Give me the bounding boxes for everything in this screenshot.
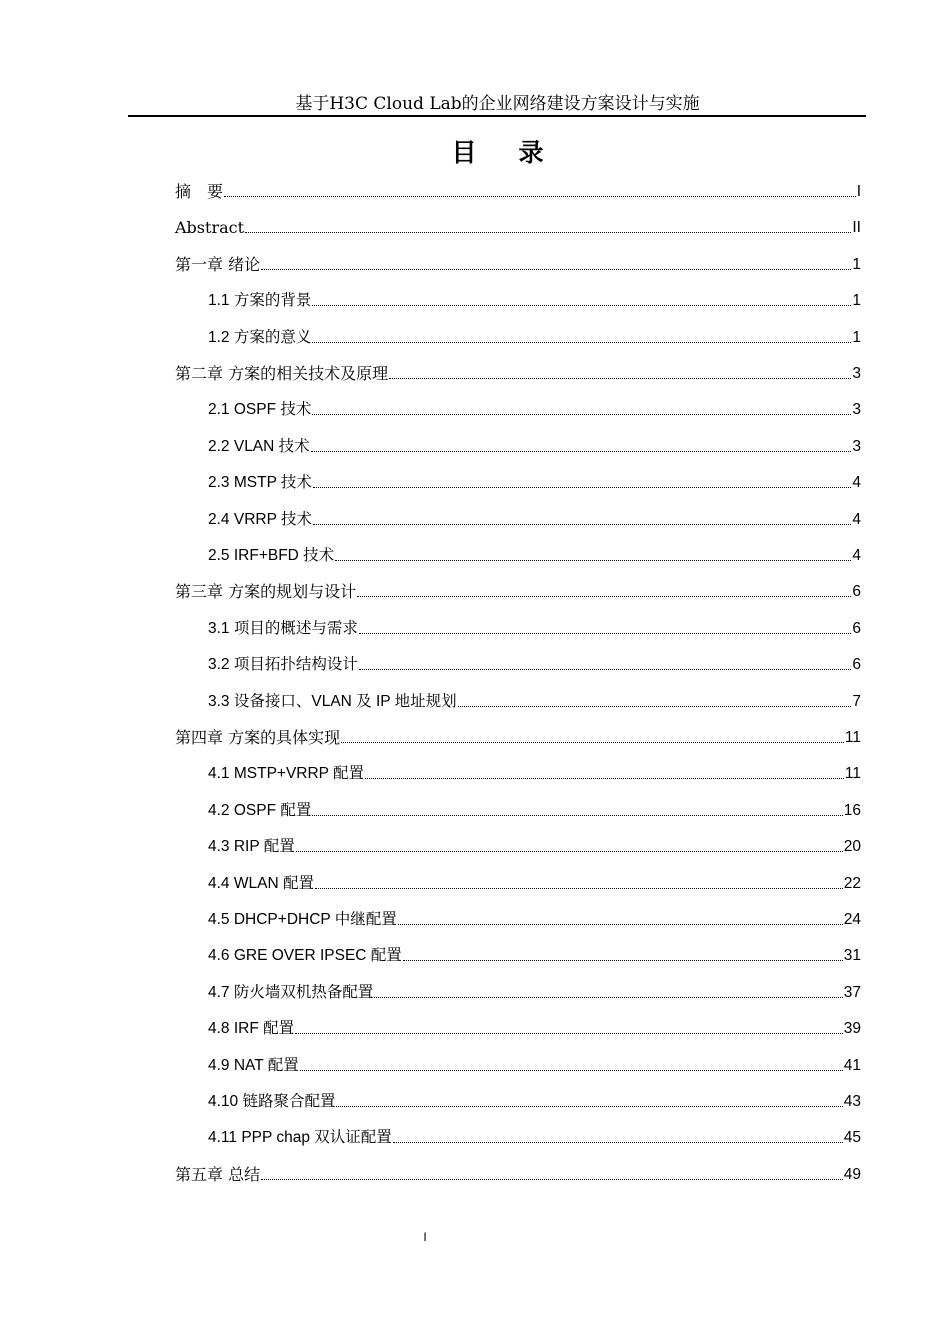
toc-entry-label: 4.4 WLAN 配置 — [208, 874, 314, 892]
toc-entry-page-number: 6 — [852, 656, 861, 674]
toc-dot-leader — [359, 669, 852, 670]
footer-page-number: I — [423, 1230, 427, 1244]
toc-entry-page-number: 31 — [843, 947, 861, 965]
toc-entry[interactable] — [208, 544, 861, 568]
toc-entry-label: 第四章 方案的具体实现 — [175, 728, 341, 747]
toc-entry[interactable] — [208, 981, 861, 1005]
toc-entry-page-number: 39 — [843, 1020, 861, 1038]
toc-entry[interactable] — [175, 1163, 861, 1187]
toc-entry-label: 3.3 设备接口、VLAN 及 IP 地址规划 — [208, 692, 457, 710]
toc-entry[interactable] — [208, 690, 861, 714]
toc-entry-label: 3.1 项目的概述与需求 — [208, 619, 358, 637]
toc-entry-page-number: 37 — [843, 983, 861, 1001]
toc-entry-label: 4.10 链路聚合配置 — [208, 1093, 336, 1110]
toc-entry-page-number: II — [852, 219, 861, 237]
toc-entry[interactable] — [208, 1017, 861, 1041]
toc-entry[interactable] — [208, 617, 861, 641]
toc-entry-page-number: 3 — [852, 401, 861, 419]
toc-entry-label: Abstract — [175, 218, 245, 238]
toc-entry[interactable] — [208, 1054, 861, 1078]
toc-entry[interactable] — [208, 326, 861, 350]
running-header-title: 基于H3C Cloud Lab的企业网络建设方案设计与实施 — [295, 94, 700, 114]
toc-entry-page-number: I — [856, 183, 861, 200]
toc-entry-page-number: 7 — [852, 692, 861, 710]
toc-entry-page-number: 11 — [844, 729, 861, 746]
toc-dot-leader — [398, 924, 843, 925]
toc-entry-page-number: 49 — [843, 1165, 861, 1183]
toc-entry[interactable] — [208, 435, 861, 459]
toc-entry-page-number: 3 — [852, 437, 861, 455]
toc-entry-page-number: 1 — [852, 328, 861, 346]
toc-entry-page-number: 6 — [852, 583, 861, 601]
toc-entry-label: 4.11 PPP chap 双认证配置 — [208, 1129, 392, 1147]
toc-entry[interactable] — [175, 580, 861, 604]
toc-dot-leader — [359, 633, 852, 634]
toc-entry[interactable] — [175, 253, 861, 277]
toc-dot-leader — [312, 305, 851, 306]
toc-entry[interactable] — [208, 471, 861, 495]
toc-entry[interactable] — [208, 289, 861, 313]
toc-entry-page-number: 11 — [844, 765, 861, 783]
toc-dot-leader — [311, 451, 852, 452]
toc-entry-page-number: 20 — [843, 838, 861, 856]
toc-entry[interactable] — [208, 762, 861, 786]
toc-entry[interactable] — [208, 872, 861, 896]
toc-entry-label: 2.1 OSPF 技术 — [208, 401, 312, 419]
toc-entry-page-number: 16 — [843, 801, 861, 819]
toc-dot-leader — [224, 196, 856, 197]
toc-entry-page-number: 4 — [852, 474, 861, 492]
toc-entry[interactable] — [208, 908, 861, 932]
toc-dot-leader — [261, 1179, 843, 1180]
toc-dot-leader — [336, 1106, 842, 1107]
toc-entry[interactable] — [208, 398, 861, 422]
toc-entry-label: 4.9 NAT 配置 — [208, 1056, 299, 1074]
toc-dot-leader — [341, 742, 844, 743]
toc-entry-label: 2.3 MSTP 技术 — [208, 474, 312, 492]
toc-dot-leader — [261, 269, 851, 270]
toc-dot-leader — [313, 524, 851, 525]
toc-entry-label: 4.5 DHCP+DHCP 中继配置 — [208, 911, 397, 928]
toc-entry[interactable] — [175, 216, 861, 240]
toc-dot-leader — [357, 596, 851, 597]
toc-entry-page-number: 6 — [852, 619, 861, 637]
toc-dot-leader — [335, 560, 851, 561]
toc-title: 目录 — [451, 138, 586, 167]
toc-dot-leader — [374, 997, 842, 998]
toc-entry-page-number: 41 — [843, 1056, 861, 1074]
toc-entry-page-number: 3 — [852, 365, 861, 382]
toc-entry-page-number: 1 — [852, 255, 861, 273]
toc-entry[interactable] — [208, 653, 861, 677]
toc-entry-label: 4.3 RIP 配置 — [208, 838, 295, 856]
toc-dot-leader — [312, 342, 851, 343]
toc-dot-leader — [312, 815, 842, 816]
toc-entry-page-number: 45 — [843, 1129, 861, 1147]
toc-entry-label: 2.4 VRRP 技术 — [208, 510, 312, 528]
toc-entry[interactable] — [175, 726, 861, 750]
toc-entry-label: 4.6 GRE OVER IPSEC 配置 — [208, 947, 402, 965]
toc-dot-leader — [296, 851, 843, 852]
toc-entry-page-number: 24 — [843, 911, 861, 928]
toc-entry-page-number: 43 — [843, 1093, 861, 1110]
toc-dot-leader — [403, 960, 843, 961]
toc-dot-leader — [315, 888, 843, 889]
toc-dot-leader — [458, 706, 852, 707]
toc-dot-leader — [312, 414, 851, 415]
toc-entry[interactable] — [175, 362, 861, 386]
toc-entry[interactable] — [208, 944, 861, 968]
toc-dot-leader — [245, 232, 851, 233]
toc-entry[interactable] — [208, 508, 861, 532]
toc-entry-label: 2.2 VLAN 技术 — [208, 437, 310, 455]
toc-entry-label: 1.1 方案的背景 — [208, 292, 312, 310]
toc-entry-label: 4.8 IRF 配置 — [208, 1020, 295, 1038]
toc-entry[interactable] — [175, 180, 861, 204]
toc-dot-leader — [313, 487, 851, 488]
toc-dot-leader — [365, 778, 844, 779]
toc-dot-leader — [300, 1070, 843, 1071]
toc-entry-label: 摘 要 — [175, 182, 224, 201]
toc-entry-label: 4.7 防火墙双机热备配置 — [208, 983, 374, 1001]
toc-entry-page-number: 4 — [852, 547, 861, 564]
toc-entry-label: 2.5 IRF+BFD 技术 — [208, 547, 335, 564]
toc-entry[interactable] — [208, 799, 861, 823]
toc-entry-label: 第一章 绪论 — [175, 254, 261, 274]
toc-entry-label: 4.2 OSPF 配置 — [208, 801, 312, 819]
toc-entry[interactable] — [208, 1126, 861, 1150]
toc-entry-page-number: 22 — [843, 874, 861, 892]
toc-entry-page-number: 1 — [852, 292, 861, 310]
toc-entry[interactable] — [208, 1090, 861, 1114]
toc-dot-leader — [389, 378, 851, 379]
toc-entry-label: 第二章 方案的相关技术及原理 — [175, 364, 389, 383]
toc-entry-label: 3.2 项目拓扑结构设计 — [208, 656, 358, 674]
header-rule — [128, 115, 866, 117]
toc-dot-leader — [295, 1033, 843, 1034]
toc-entry-page-number: 4 — [852, 510, 861, 528]
toc-dot-leader — [393, 1142, 843, 1143]
toc-entry-label: 1.2 方案的意义 — [208, 328, 312, 346]
toc-entry-label: 第五章 总结 — [175, 1164, 261, 1184]
toc-entry-label: 第三章 方案的规划与设计 — [175, 582, 357, 602]
toc-entry[interactable] — [208, 835, 861, 859]
toc-entry-label: 4.1 MSTP+VRRP 配置 — [208, 765, 365, 783]
